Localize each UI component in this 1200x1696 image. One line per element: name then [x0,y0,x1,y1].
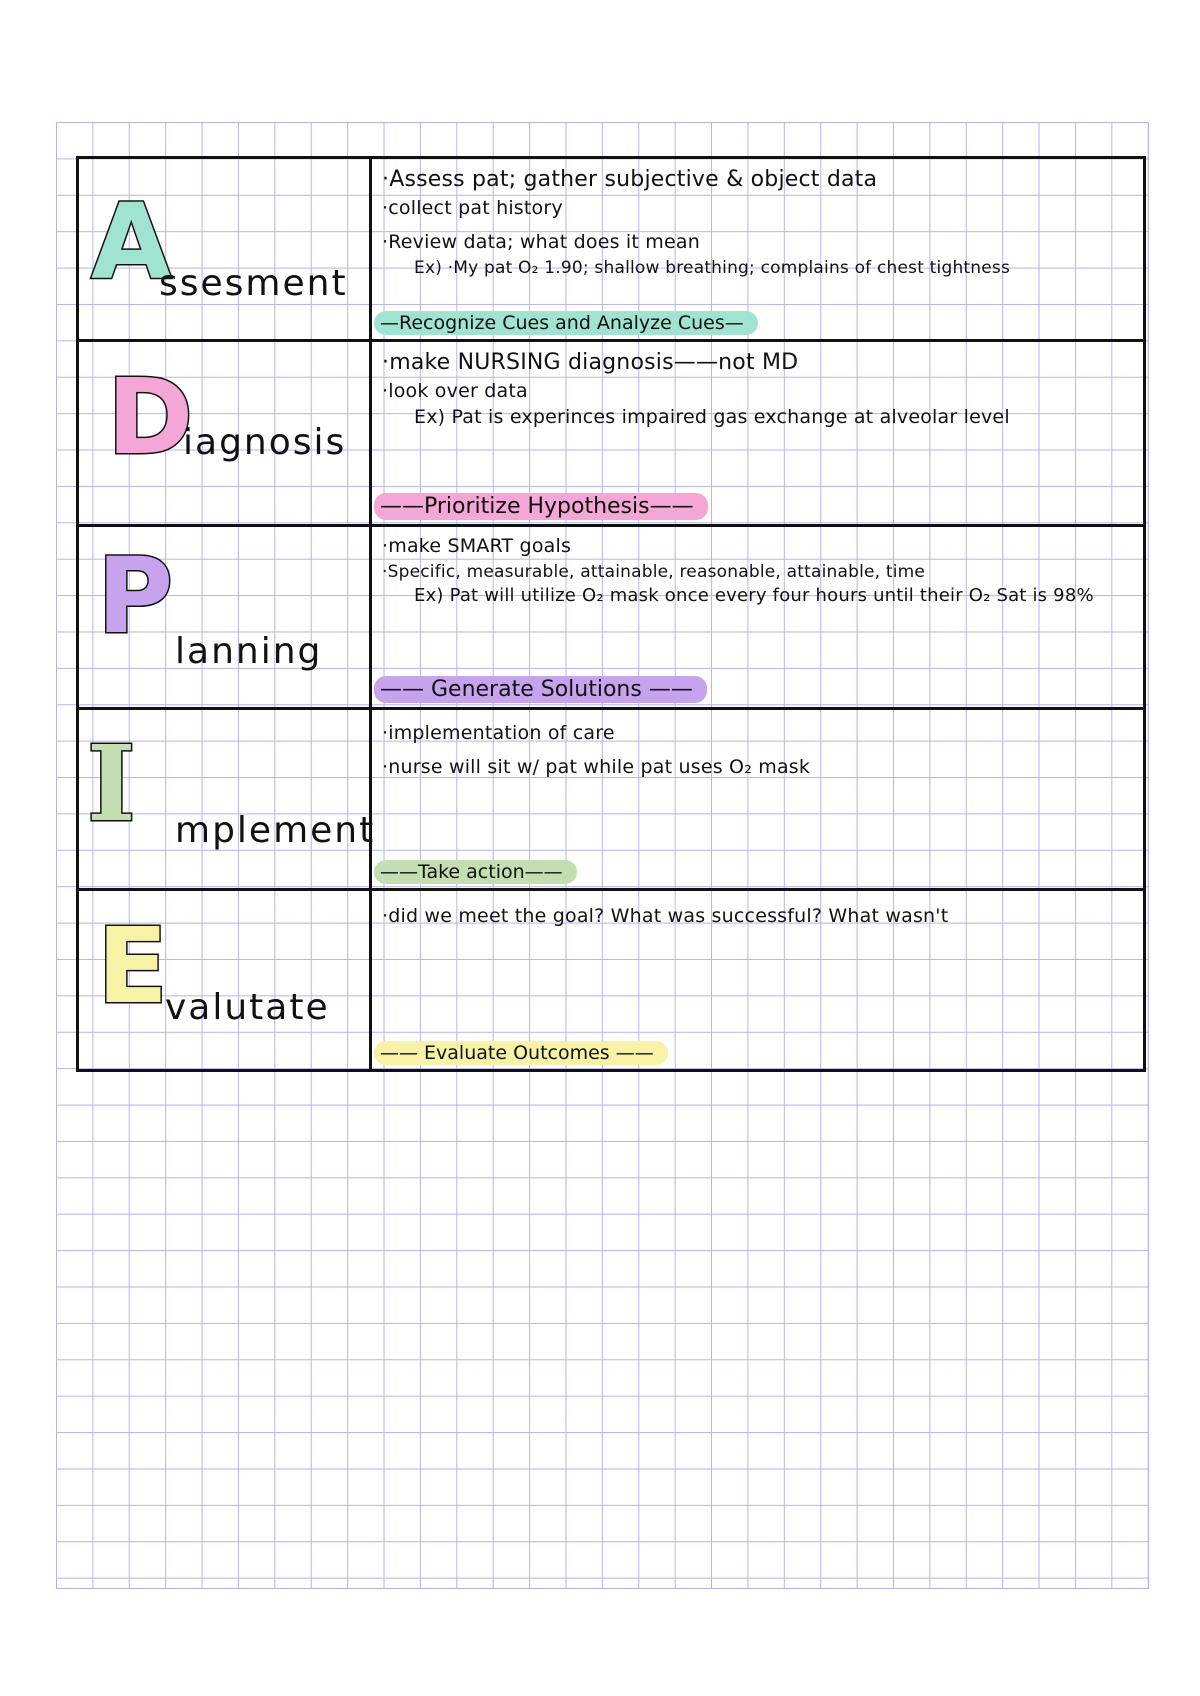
row-title-assessment [79,159,372,339]
word-rest-evaluate: valutate [165,987,330,1028]
note-line: Ex) Pat will utilize O₂ mask once every four hours until their O₂ Sat is 98% [414,585,1094,606]
word-rest-planning: lanning [175,631,323,672]
note-line: Ex) ·My pat O₂ 1.90; shallow breathing; complains of chest tightness [414,258,1011,278]
letter-d: D [107,356,194,478]
note-line: ·look over data [382,380,528,402]
note-line: ·Review data; what does it mean [382,231,700,253]
letter-a: A [91,181,172,303]
cue-highlight-planning: —— Generate Solutions —— [374,676,707,703]
cue-highlight-evaluate: —— Evaluate Outcomes —— [374,1041,668,1065]
letter-e: E [97,905,169,1027]
notes-implement [372,710,1143,888]
notes-evaluate [372,891,1143,1069]
note-line: ·nurse will sit w/ pat while pat uses O₂ mask [382,756,811,778]
row-title-implement [79,710,376,888]
note-line: ·did we meet the goal? What was successful? What wasn't [382,905,949,927]
note-line: ·implementation of care [382,722,615,744]
row-diagnosis [79,339,1143,524]
word-rest-implement: mplement [175,810,376,851]
row-planning [79,524,1143,707]
row-implement [79,707,1143,888]
notes-planning [372,527,1143,707]
word-rest-assessment: ssesment [159,263,348,304]
cue-highlight-diagnosis: ——Prioritize Hypothesis—— [374,493,708,520]
note-line: ·Specific, measurable, attainable, reasonable, attainable, time [382,562,926,582]
note-line: Ex) Pat is experinces impaired gas exchange at alveolar level [414,406,1010,428]
note-line: ·make SMART goals [382,535,572,557]
row-assessment [79,159,1143,339]
note-line: ·make NURSING diagnosis——not MD [382,350,799,375]
row-title-evaluate [79,891,372,1069]
row-title-planning [79,527,372,707]
notes-diagnosis [372,342,1143,524]
row-title-diagnosis [79,342,372,524]
letter-i: I [87,722,136,845]
word-rest-diagnosis: iagnosis [183,422,347,463]
note-line: ·Assess pat; gather subjective & object data [382,167,878,192]
notes-assessment [372,159,1143,339]
adpie-table [76,156,1146,1072]
letter-p: P [97,535,174,657]
cue-highlight-implement: ——Take action—— [374,860,577,884]
cue-highlight-assessment: —Recognize Cues and Analyze Cues— [374,311,758,335]
note-line: ·collect pat history [382,197,563,219]
row-evaluate [79,888,1143,1069]
